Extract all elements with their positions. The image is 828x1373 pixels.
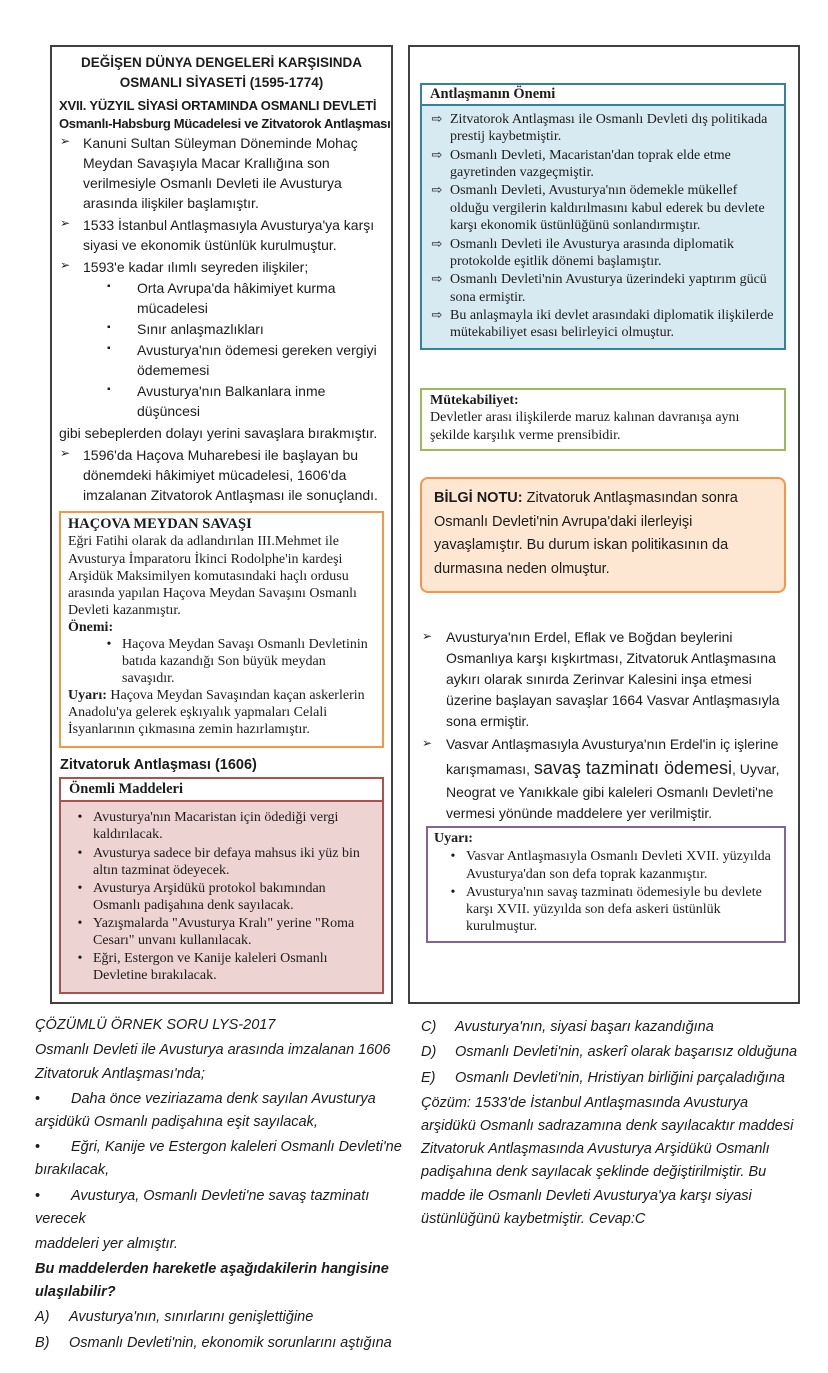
paragraph-prefix: Vasvar Antlaşmasıyla Avusturya'nın Erdel'in iç işlerine karışmaması, <box>446 736 779 778</box>
solution-text: Çözüm: 1533'de İstanbul Antlaşmasında Avusturya arşidükü Osmanlı sadrazamına denk sayılacaktır maddesi Zitvatoruk Antlaşmasında Avusturya Arşidükü Osmanlı padişahına denk sayılacak şeklinde değiştirilmiştir. Bu madde ile Osmanlı Devleti Avusturya'ya karşı siyasi üstünlüğünü kaybetmiştir. Cevap:C <box>421 1094 794 1227</box>
option-text: Avusturya'nın, sınırlarını genişlettiğine <box>69 1309 314 1326</box>
option-letter: B) <box>35 1334 50 1351</box>
list-item-text: Kanuni Sultan Süleyman Döneminde Mohaç Meydan Savaşıyla Macar Krallığına son verilmesiyle Osmanlı Devleti ile Avusturya arasında ilişkiler başlamıştır. <box>83 134 358 211</box>
question-outro: maddeleri yer almıştır. <box>35 1235 178 1252</box>
madde-item-text: Avusturya sadece bir defaya mahsus iki yüz bin altın tazminat ödeyecek. <box>93 845 360 878</box>
right-arrow-icon: ⇨ <box>431 271 443 287</box>
round-bullet-icon: • <box>106 636 112 652</box>
right-arrow-icon: ⇨ <box>431 235 443 251</box>
mutekabiliyet-label: Mütekabiliyet: <box>430 392 519 408</box>
square-bullet-icon: ▪ <box>107 280 111 292</box>
list-item-text: 1596'da Haçova Muharebesi ile başlayan bu dönemdeki hâkimiyet mücadelesi, 1606'da imzalanan Zitvatorok Antlaşması ile sonuçlandı. <box>83 446 378 503</box>
answer-option <box>421 1016 805 1039</box>
round-bullet-icon: • <box>77 845 83 861</box>
square-bullet-icon: ▪ <box>107 321 111 333</box>
onemli-maddeleri-header: Önemli Maddeleri <box>59 777 384 802</box>
sub-list-item-text: Avusturya'nın ödemesi gereken vergiyi ödememesi <box>137 341 377 378</box>
option-text: Osmanlı Devleti'nin, ekonomik sorunlarını aştığına <box>69 1334 392 1351</box>
two-column-table <box>50 45 800 1004</box>
list-item-text <box>446 734 786 824</box>
round-bullet-icon: • <box>77 880 83 896</box>
madde-item <box>67 880 374 914</box>
right-column-cell <box>408 45 800 1004</box>
list-item <box>59 445 384 505</box>
option-letter: E) <box>421 1069 436 1086</box>
uyari-box-label: Uyarı: <box>434 831 473 847</box>
madde-item-text: Eğri, Estergon ve Kanije kaleleri Osmanlı Devletine bırakılacak. <box>93 951 328 984</box>
question-intro: Osmanlı Devleti ile Avusturya arasında imzalanan 1606 Zitvatoruk Antlaşması'nda; <box>35 1042 391 1082</box>
madde-item <box>67 809 374 843</box>
onem-item <box>424 271 778 306</box>
madde-item <box>67 915 374 949</box>
arrow-bullet-icon: ➢ <box>60 133 71 148</box>
arrow-bullet-icon: ➢ <box>60 257 71 272</box>
question-item-text: Eğri, Kanije ve Estergon kaleleri Osmanlı Devleti'ne bırakılacak, <box>35 1139 402 1179</box>
list-item <box>420 734 786 824</box>
antlasmanin-onemi-body <box>420 106 786 350</box>
list-item <box>59 133 384 213</box>
continuation-text: gibi sebeplerden dolayı yerini savaşlara bırakmıştır. <box>59 424 378 441</box>
question-stem: Bu maddelerden hareketle aşağıdakilerin hangisine ulaşılabilir? <box>35 1261 389 1301</box>
question-column <box>35 1014 413 1355</box>
uyari-item-text: Avusturya'nın savaş tazminatı ödemesiyle bu devlete karşı XVII. yüzyılda son defa askeri üstünlük kurulmuştur. <box>466 884 762 934</box>
uyari-item-text: Vasvar Antlaşmasıyla Osmanlı Devleti XVII. yüzyılda Avusturya'dan son defa toprak kazanmıştır. <box>466 849 771 882</box>
onemli-maddeleri-body <box>59 802 384 994</box>
question-item-text: Daha önce veziriazama denk sayılan Avusturya arşidükü Osmanlı padişahına eşit sayılacak, <box>35 1090 376 1130</box>
right-arrow-icon: ⇨ <box>431 182 443 198</box>
mutekabiliyet-text: Devletler arası ilişkilerde maruz kalınan davranışa aynı şekilde karşılık verme prensibidir. <box>430 410 740 443</box>
sub-list-item-text: Avusturya'nın Balkanlara inme düşüncesi <box>137 382 326 419</box>
right-arrow-icon: ⇨ <box>431 111 443 126</box>
option-letter: C) <box>421 1019 437 1036</box>
round-bullet-icon: • <box>450 849 456 865</box>
onem-item <box>424 307 778 342</box>
list-item <box>420 627 786 732</box>
uyari-text: Haçova Meydan Savaşından kaçan askerlerin Anadolu'ya gelerek eşkıyalık yapmaları Celali İsyanlarının çıkmasına zemin hazırlamıştır. <box>68 688 365 738</box>
arrow-bullet-icon: ➢ <box>422 629 433 644</box>
round-bullet-icon: • <box>35 1139 41 1156</box>
question-item <box>35 1136 413 1182</box>
option-text: Osmanlı Devleti'nin, askerî olarak başarısız olduğuna <box>455 1044 798 1061</box>
solution-column <box>421 1014 805 1355</box>
round-bullet-icon: • <box>77 915 83 931</box>
hacova-uyari <box>68 687 375 738</box>
round-bullet-icon: • <box>77 810 83 826</box>
question-item-text: Avusturya, Osmanlı Devleti'ne savaş tazminatı verecek <box>35 1187 370 1227</box>
arrow-bullet-icon: ➢ <box>60 215 71 230</box>
uyari-label: Uyarı: <box>68 688 107 704</box>
onem-item-text: Bu anlaşmayla iki devlet arasındaki diplomatik ilişkilerde mütekabiliyet esası belirleyici olmuştur. <box>450 307 774 341</box>
hacova-box-title: HAÇOVA MEYDAN SAVAŞI <box>68 515 252 532</box>
onem-item-text: Osmanlı Devleti ile Avusturya arasında diplomatik protokolde eşitlik dönemi başlamıştır. <box>450 236 734 269</box>
sub-list-item-text: Orta Avrupa'da hâkimiyet kurma mücadelesi <box>137 279 336 316</box>
madde-item-text: Avusturya'nın Macaristan için ödediği vergi kaldırılacak. <box>93 810 339 843</box>
option-text: Osmanlı Devleti'nin, Hristiyan birliğini parçaladığına <box>455 1069 785 1086</box>
option-text: Avusturya'nın, siyasi başarı kazandığına <box>455 1019 714 1036</box>
onem-item-text: Osmanlı Devleti, Avusturya'nın ödemekle mükellef olduğu vergilerin kaldırılmasını kabul ederek bu devlete karşı ekonomik üstünlüğünü sonlandırmıştır. <box>450 183 765 234</box>
question-heading: ÇÖZÜMLÜ ÖRNEK SORU LYS-2017 <box>35 1017 276 1034</box>
hacova-box-body: Eğri Fatihi olarak da adlandırılan III.Mehmet ile Avusturya İmparatoru İkinci Rodolphe'in kardeşi Arşidük Maksimilyen komutasındaki haçlı ordusu arasında yapılan Haçova Meydan Savaşını Osmanlı Devleti kazanmıştır. <box>68 534 357 618</box>
sub-list-item <box>107 340 384 380</box>
sub-list-item <box>107 278 384 318</box>
bilgi-notu-label: BİLGİ NOTU: <box>434 490 523 507</box>
onem-item <box>424 236 778 271</box>
answer-option <box>421 1067 805 1090</box>
emphasized-phrase: savaş tazminatı ödemesi <box>533 758 732 779</box>
round-bullet-icon: • <box>77 951 83 967</box>
vasvar-paragraphs <box>420 627 786 824</box>
madde-item <box>67 845 374 879</box>
onem-item-text: Osmanlı Devleti, Macaristan'dan toprak elde etme gayretinden vazgeçmiştir. <box>450 147 731 181</box>
question-item <box>35 1088 413 1134</box>
paragraph-suffix: , Uyvar, Neograt ve Yanıkkale gibi kaleleri Osmanlı Devleti'ne vermesi yönünde maddelere yer verilmiştir. <box>446 761 780 822</box>
uyari-box <box>426 826 786 943</box>
document-title: DEĞİŞEN DÜNYA DENGELERİ KARŞISINDA OSMANLI SİYASETİ (1595-1774) <box>80 55 363 91</box>
arrow-bullet-icon: ➢ <box>422 736 433 751</box>
answer-option <box>35 1306 413 1329</box>
antlasmanin-onemi-box <box>420 83 786 350</box>
uyari-item <box>440 884 776 935</box>
list-item-text: 1593'e kadar ılımlı seyreden ilişkiler; <box>83 258 309 275</box>
onemi-item-text: Haçova Meydan Savaşı Osmanlı Devletinin batıda kazandığı Son büyük meydan savaşıdır. <box>122 636 368 687</box>
answer-option <box>35 1332 413 1355</box>
onemli-maddeleri-box <box>59 777 384 994</box>
uyari-item <box>440 848 776 882</box>
sub-list-item-text: Sınır anlaşmazlıkları <box>137 320 264 337</box>
answer-option <box>421 1041 805 1064</box>
madde-item-text: Yazışmalarda "Avusturya Kralı" yerine "Roma Cesarı" unvanı kullanılacak. <box>93 915 355 948</box>
square-bullet-icon: ▪ <box>107 383 111 395</box>
round-bullet-icon: • <box>35 1090 41 1107</box>
option-letter: D) <box>421 1044 437 1061</box>
bilgi-notu-text: Zitvatoruk Antlaşmasından sonra Osmanlı Devleti'nin Avrupa'daki ilerleyişi yavaşlamıştır. Bu durum iskan politikasının da durmasına neden olmuştur. <box>434 490 738 577</box>
subsection-heading: Osmanlı-Habsburg Mücadelesi ve Zitvatorok Antlaşması <box>59 115 391 131</box>
question-item <box>35 1185 413 1231</box>
bilgi-notu-box <box>420 477 786 593</box>
onem-item <box>424 147 778 182</box>
onemi-item <box>96 636 375 687</box>
list-item-text: 1533 İstanbul Antlaşmasıyla Avusturya'ya karşı siyasi ve ekonomik üstünlük kurulmuştur. <box>83 216 375 253</box>
right-arrow-icon: ⇨ <box>431 146 443 162</box>
list-item <box>59 257 384 277</box>
zitvatoruk-heading: Zitvatoruk Antlaşması (1606) <box>60 757 257 774</box>
onemi-label: Önemi: <box>68 619 114 635</box>
onem-item <box>424 182 778 234</box>
round-bullet-icon: • <box>450 884 456 900</box>
hacova-box <box>59 511 384 749</box>
onem-item <box>424 111 778 146</box>
left-column-cell <box>50 45 393 1004</box>
onem-item-text: Osmanlı Devleti'nin Avusturya üzerindeki yaptırım gücü sona ermiştir. <box>450 272 767 305</box>
madde-item-text: Avusturya Arşidükü protokol bakımından Osmanlı padişahına denk sayılacak. <box>93 880 326 913</box>
list-item <box>59 215 384 255</box>
list-item-text: Avusturya'nın Erdel, Eflak ve Boğdan beylerini Osmanlıya karşı kışkırtması, Zitvatoruk Antlaşmasına aykırı olarak sınırda Zerinvar Kalesini inşa etmesi üzerine başlayan savaşlar 1664 Vasvar Antlaşmasıyla sona ermiştir. <box>446 629 780 730</box>
section-heading: XVII. YÜZYIL SİYASİ ORTAMINDA OSMANLI DEVLETİ <box>59 97 377 113</box>
onem-item-text: Zitvatorok Antlaşması ile Osmanlı Devleti dış politikada prestij kaybetmiştir. <box>450 112 768 145</box>
right-arrow-icon: ⇨ <box>431 306 443 322</box>
madde-item <box>67 950 374 984</box>
square-bullet-icon: ▪ <box>107 342 111 354</box>
sub-list-item <box>107 319 384 339</box>
option-letter: A) <box>35 1309 50 1326</box>
round-bullet-icon: • <box>35 1187 41 1204</box>
antlasmanin-onemi-header: Antlaşmanın Önemi <box>420 83 786 106</box>
sub-list-item <box>107 381 384 421</box>
mutekabiliyet-box <box>420 388 786 452</box>
arrow-bullet-icon: ➢ <box>60 445 71 460</box>
solved-question-section <box>35 1014 805 1355</box>
